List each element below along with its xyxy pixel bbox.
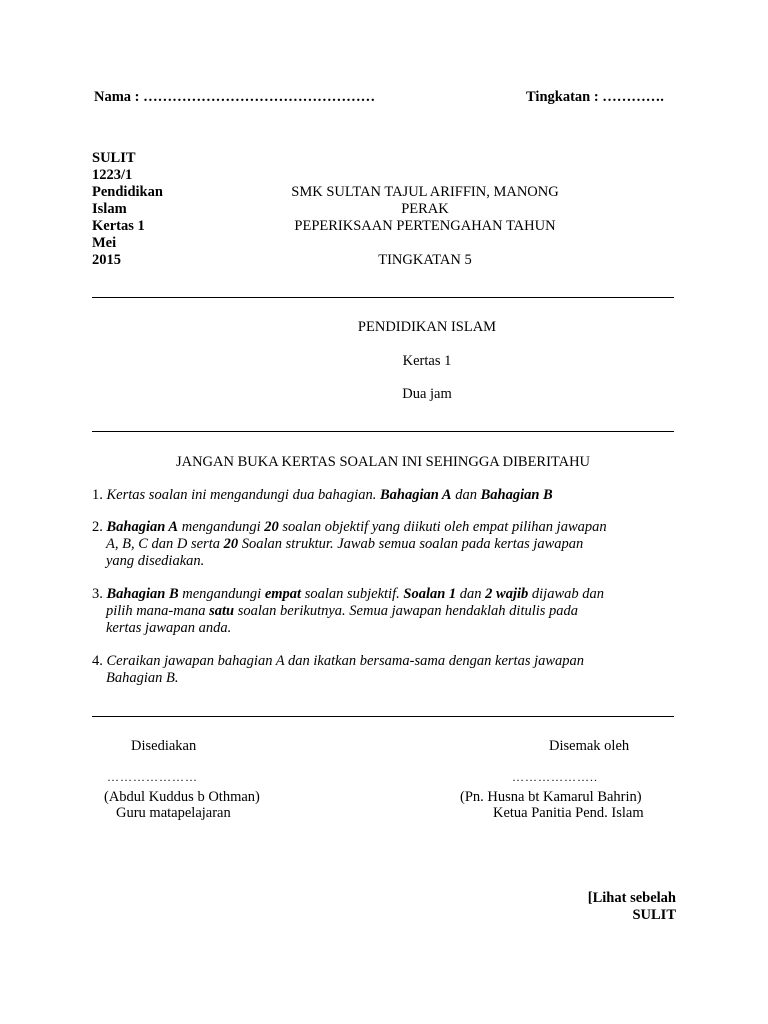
instruction-line: kertas jawapan anda.: [106, 620, 232, 636]
form-level: TINGKATAN 5: [378, 252, 472, 268]
instruction-bold: Bahagian B: [106, 586, 179, 602]
see-next-page: [Lihat sebelah: [587, 890, 676, 906]
footer-sulit: SULIT: [632, 907, 676, 923]
instruction-bold: Bahagian A: [106, 519, 179, 535]
exam-name: PEPERIKSAAN PERTENGAHAN TAHUN: [294, 218, 556, 234]
prepared-by-title: Disediakan: [131, 738, 197, 754]
school-block: [270, 184, 580, 269]
instruction-text: dijawab dan: [528, 586, 605, 602]
school-state: PERAK: [401, 201, 449, 217]
instruction-text: mengandungi: [178, 586, 265, 602]
prepared-by-role: Guru matapelajaran: [116, 805, 231, 821]
instruction-text: Ceraikan jawapan bahagian A dan ikatkan bersama-sama dengan kertas jawapan: [106, 653, 585, 669]
checked-by-name: (Pn. Husna bt Kamarul Bahrin): [460, 789, 642, 805]
checked-by-role: Ketua Panitia Pend. Islam: [493, 805, 644, 821]
instruction-bold: 20: [223, 536, 239, 552]
subject-line2: Islam: [92, 201, 127, 217]
warning-notice: JANGAN BUKA KERTAS SOALAN INI SEHINGGA DIBERITAHU: [175, 454, 591, 470]
exam-month: Mei: [92, 235, 117, 251]
instruction-text: Soalan struktur. Jawab semua soalan pada kertas jawapan: [238, 536, 584, 552]
instruction-line: yang disediakan.: [106, 553, 205, 569]
paper-info-block: [92, 150, 163, 269]
instruction-text: soalan berikutnya. Semua jawapan hendaklah ditulis pada: [234, 603, 579, 619]
nama-field: [94, 89, 375, 106]
instruction-bold: Soalan 1: [403, 586, 457, 602]
tingkatan-label: Tingkatan :: [526, 89, 599, 105]
instruction-text: dan: [451, 487, 481, 503]
instruction-line: Bahagian B.: [106, 670, 179, 686]
instruction-4: [92, 653, 682, 687]
checked-by-signature-line: ………………..: [512, 770, 598, 784]
instruction-3: [92, 586, 682, 637]
checked-by-title: Disemak oleh: [549, 738, 630, 754]
instruction-bold: empat: [264, 586, 302, 602]
instruction-number: 1.: [92, 487, 103, 503]
instruction-bold: 20: [264, 519, 279, 535]
paper-code: 1223/1: [92, 167, 133, 183]
divider-1: [92, 297, 674, 298]
instruction-line: [92, 536, 682, 553]
instruction-text: soalan objektif yang diikuti oleh empat pilihan jawapan: [278, 519, 607, 535]
prepared-by-signature-line: …………………: [107, 770, 198, 784]
instruction-bold: Bahagian B: [480, 487, 553, 503]
instruction-text: mengandungi: [178, 519, 265, 535]
instruction-bold: 2 wajib: [485, 586, 529, 602]
instruction-1: [92, 487, 682, 504]
instruction-bold: satu: [209, 603, 235, 619]
nama-label: Nama :: [94, 89, 140, 105]
tingkatan-field: [526, 89, 664, 106]
instruction-2: [92, 519, 682, 570]
paper-number: Kertas 1: [92, 218, 145, 234]
instruction-line: [92, 603, 682, 620]
instruction-text: soalan subjektif.: [301, 586, 404, 602]
instruction-text: A, B, C dan D serta: [106, 536, 224, 552]
page-footer: [588, 890, 676, 924]
instruction-text: pilih mana-mana: [106, 603, 210, 619]
instruction-number: 3.: [92, 586, 103, 602]
school-name: SMK SULTAN TAJUL ARIFFIN, MANONG: [291, 184, 559, 200]
divider-3: [92, 716, 674, 717]
instruction-bold: Bahagian A: [380, 487, 452, 503]
instruction-number: 4.: [92, 653, 103, 669]
prepared-by-name: (Abdul Kuddus b Othman): [104, 789, 260, 805]
exam-year: 2015: [92, 252, 121, 268]
exam-duration: Dua jam: [402, 386, 452, 402]
nama-dots: …………………………………………: [143, 89, 376, 105]
subject-paper: Kertas 1: [402, 353, 452, 369]
tingkatan-dots: ………….: [602, 89, 664, 105]
instruction-text: dan: [456, 586, 486, 602]
subject-title: PENDIDIKAN ISLAM: [357, 319, 497, 335]
divider-2: [92, 431, 674, 432]
sulit-label: SULIT: [92, 150, 136, 166]
instruction-text: Kertas soalan ini mengandungi dua bahagian.: [106, 487, 380, 503]
subject-line1: Pendidikan: [92, 184, 163, 200]
instruction-number: 2.: [92, 519, 103, 535]
